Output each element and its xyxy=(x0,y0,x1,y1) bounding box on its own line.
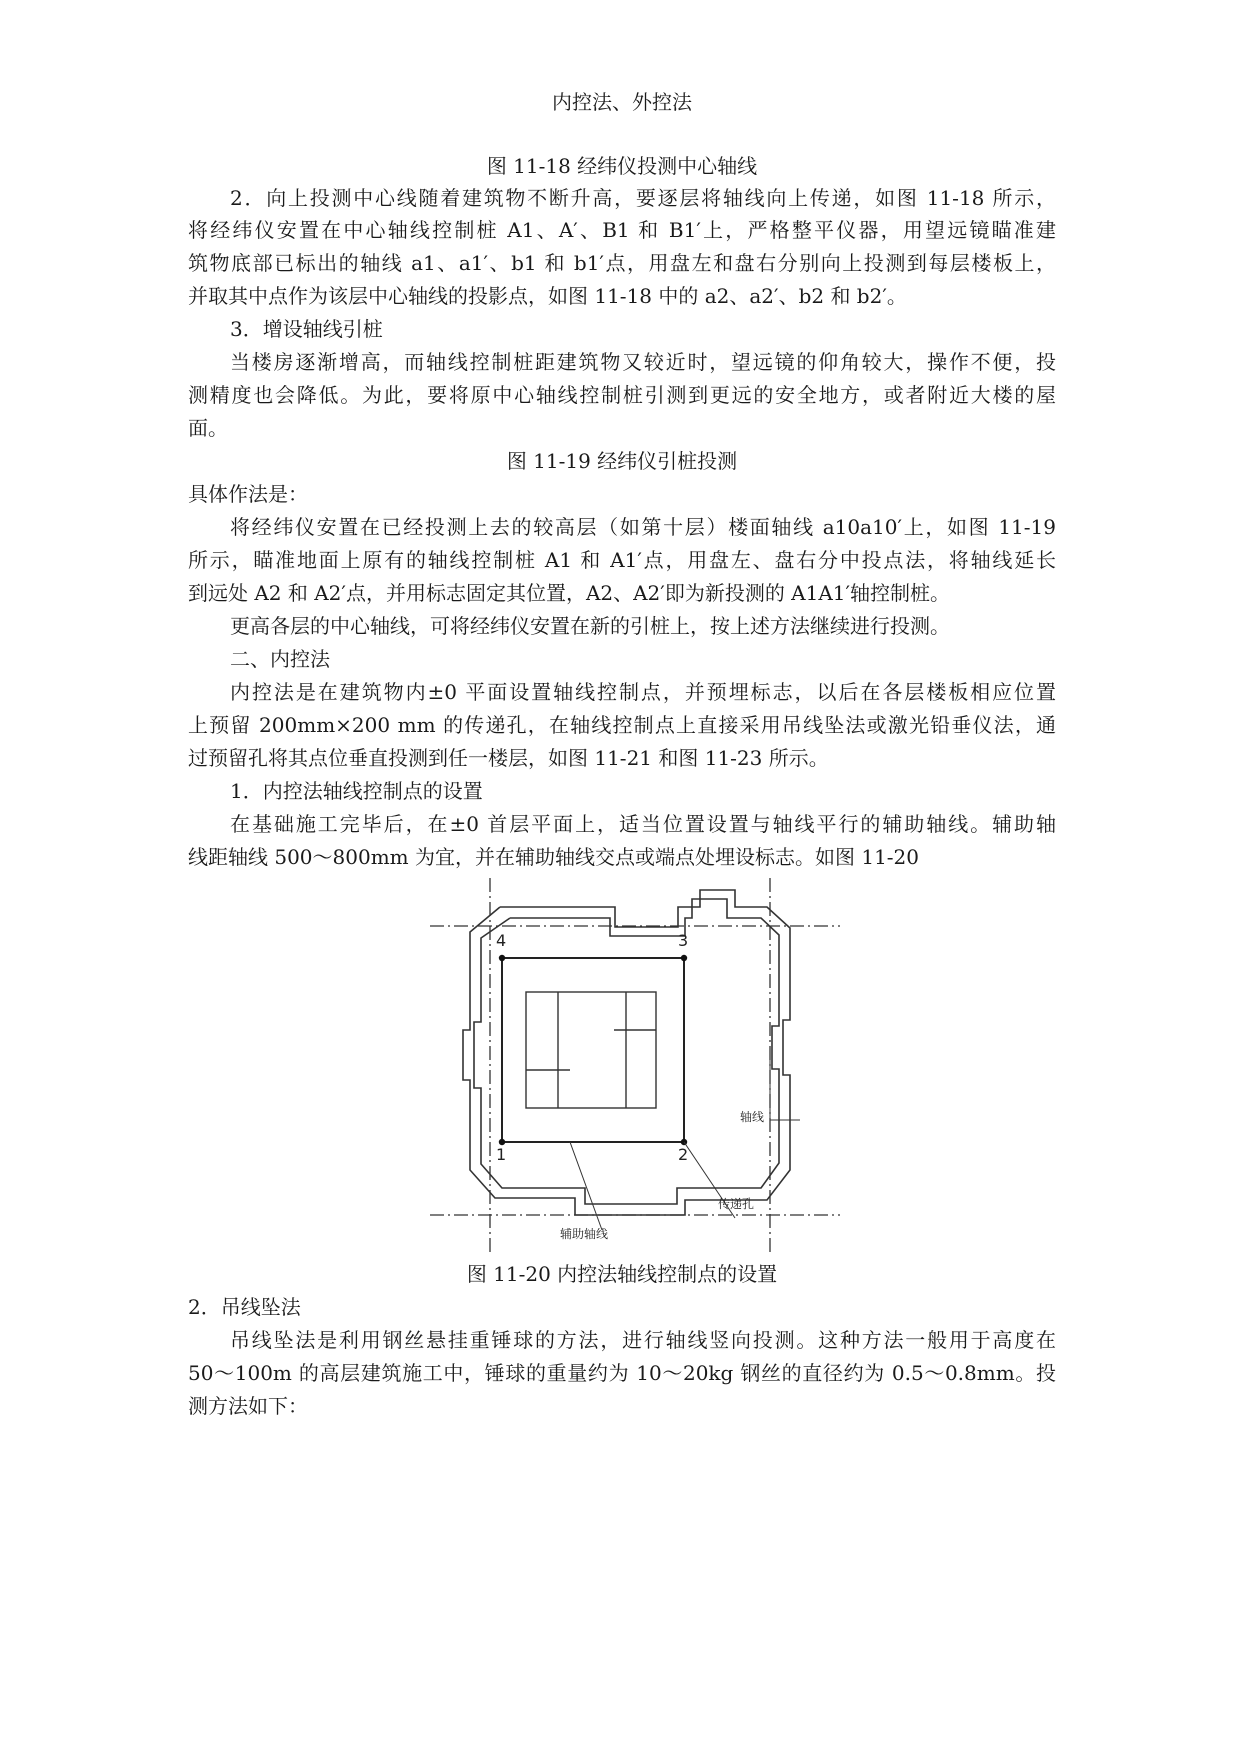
subheading-2: 2．吊线坠法 xyxy=(188,1295,301,1319)
paragraph-line: 上预留 200mm×200 mm 的传递孔，在轴线控制点上直接采用吊线坠法或激光铅垂仪法，通 xyxy=(188,713,1056,737)
paragraph-line: 筑物底部已标出的轴线 a1、a1′、b1 和 b1′点，用盘左和盘右分别向上投测到每层楼板上， xyxy=(188,251,1056,275)
control-point-4 xyxy=(499,955,505,961)
label-axis: 轴线 xyxy=(740,1110,765,1124)
paragraph-line: 在基础施工完毕后，在±0 首层平面上，适当位置设置与轴线平行的辅助轴线。辅助轴 xyxy=(230,812,1056,836)
paragraph-line: 测精度也会降低。为此，要将原中心轴线控制桩引测到更远的安全地方，或者附近大楼的屋 xyxy=(188,383,1056,407)
subheading-1: 1．内控法轴线控制点的设置 xyxy=(230,779,483,803)
aux-axis-leader xyxy=(570,1142,602,1230)
section-heading-inner-control: 二、内控法 xyxy=(230,647,330,671)
paragraph-line: 将经纬仪安置在已经投测上去的较高层（如第十层）楼面轴线 a10a10′上，如图 11-19 xyxy=(230,515,1056,539)
label-transfer-hole: 传递孔 xyxy=(718,1197,755,1211)
paragraph-line: 当楼房逐渐增高，而轴线控制桩距建筑物又较近时，望远镜的仰角较大，操作不便，投 xyxy=(230,350,1056,374)
paragraph-line: 测方法如下： xyxy=(188,1394,308,1418)
paragraph-line: 并取其中点作为该层中心轴线的投影点，如图 11-18 中的 a2、a2′、b2 和 b2′。 xyxy=(188,284,907,308)
point-label-1: 1 xyxy=(496,1145,507,1164)
control-point-diagram xyxy=(430,870,870,1256)
core-rectangle xyxy=(526,992,656,1108)
subheading-3: 3．增设轴线引桩 xyxy=(230,317,383,341)
paragraph-line: 线距轴线 500～800mm 为宜，并在辅助轴线交点或端点处埋设标志。如图 11-20 xyxy=(188,845,920,869)
method-intro: 具体作法是： xyxy=(188,482,308,506)
paragraph-line: 所示，瞄准地面上原有的轴线控制桩 A1 和 A1′点，用盘左、盘右分中投点法，将轴线延长 xyxy=(188,548,1056,572)
auxiliary-axis-rectangle xyxy=(502,958,684,1142)
paragraph-line: 过预留孔将其点位垂直投测到任一楼层，如图 11-21 和图 11-23 所示。 xyxy=(188,746,829,770)
point-label-4: 4 xyxy=(496,931,507,950)
point-label-3: 3 xyxy=(678,931,689,950)
figure-caption-11-18: 图 11-18 经纬仪投测中心轴线 xyxy=(486,154,758,178)
label-auxiliary-axis: 辅助轴线 xyxy=(560,1227,609,1241)
paragraph-line: 到远处 A2 和 A2′点，并用标志固定其位置，A2、A2′即为新投测的 A1A1′轴控制桩。 xyxy=(188,581,951,605)
paragraph-line: 面。 xyxy=(188,416,228,440)
figure-caption-11-19: 图 11-19 经纬仪引桩投测 xyxy=(506,449,738,473)
paragraph-line: 50～100m 的高层建筑施工中，锤球的重量约为 10～20kg 钢丝的直径约为 0.5～0.8mm。投 xyxy=(188,1361,1056,1385)
figure-11-20-diagram xyxy=(430,870,870,1256)
paragraph-line: 更高各层的中心轴线，可将经纬仪安置在新的引桩上，按上述方法继续进行投测。 xyxy=(230,614,950,638)
section-heading: 内控法、外控法 xyxy=(552,90,692,114)
figure-caption-11-20: 图 11-20 内控法轴线控制点的设置 xyxy=(466,1262,778,1286)
control-point-3 xyxy=(681,955,687,961)
paragraph-line: 内控法是在建筑物内±0 平面设置轴线控制点，并预埋标志，以后在各层楼板相应位置 xyxy=(230,680,1056,704)
paragraph-line: 吊线坠法是利用钢丝悬挂重锤球的方法，进行轴线竖向投测。这种方法一般用于高度在 xyxy=(230,1328,1056,1352)
point-label-2: 2 xyxy=(678,1145,689,1164)
paragraph-line: 2．向上投测中心线随着建筑物不断升高，要逐层将轴线向上传递，如图 11-18 所示， xyxy=(230,186,1056,210)
paragraph-line: 将经纬仪安置在中心轴线控制桩 A1、A′、B1 和 B1′上，严格整平仪器，用望远镜瞄准建 xyxy=(188,218,1056,242)
